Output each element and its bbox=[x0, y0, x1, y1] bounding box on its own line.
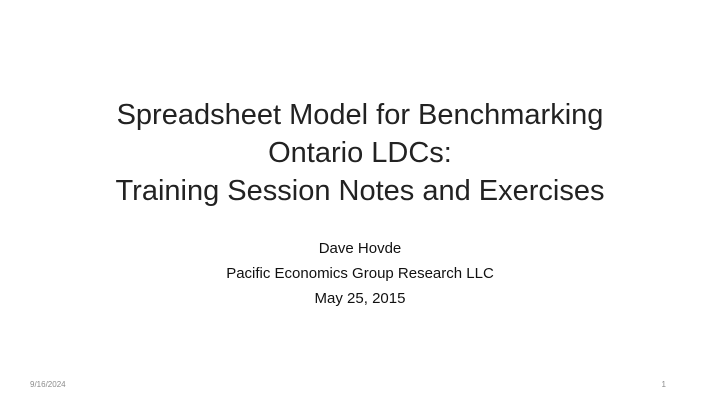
presentation-date: May 25, 2015 bbox=[314, 290, 406, 307]
slide-number: 1 bbox=[661, 380, 666, 389]
title-line-1: Spreadsheet Model for Benchmarking bbox=[116, 99, 604, 131]
slide-subtitle bbox=[40, 236, 680, 311]
organization-name: Pacific Economics Group Research LLC bbox=[226, 265, 494, 282]
slide-title bbox=[40, 96, 680, 210]
title-line-3: Training Session Notes and Exercises bbox=[115, 175, 605, 207]
title-line-2: Ontario LDCs: bbox=[268, 137, 452, 169]
footer-date: 9/16/2024 bbox=[30, 380, 66, 389]
author-name: Dave Hovde bbox=[318, 240, 402, 257]
